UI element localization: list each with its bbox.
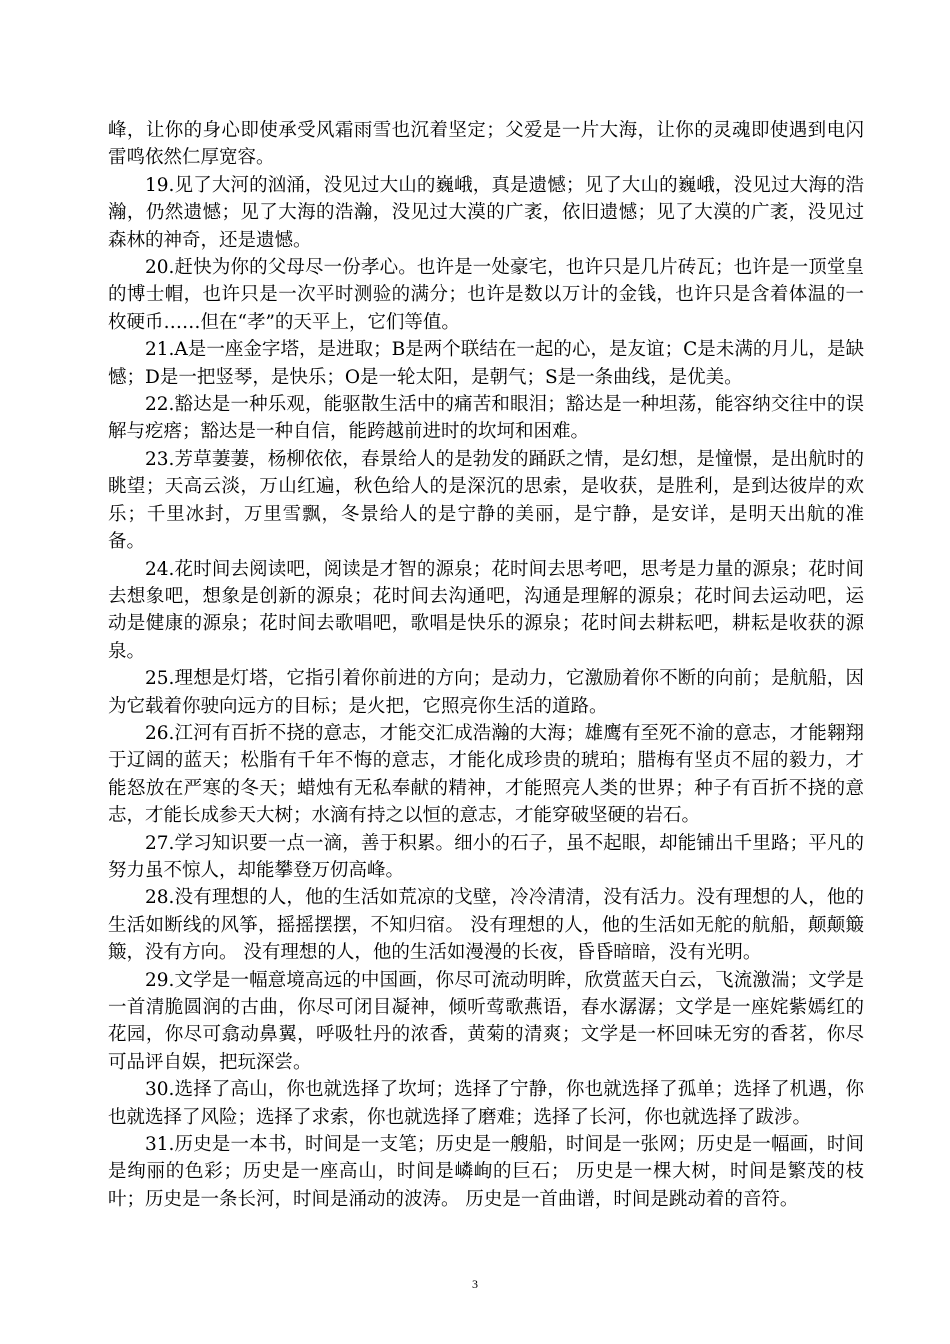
paragraph-21: 21.A是一座金字塔，是进取；B是两个联结在一起的心，是友谊；C是未满的月儿，是缺憾；D是一把竖琴，是快乐；O是一轮太阳，是朝气；S是一条曲线，是优美。: [108, 339, 864, 388]
paragraph-22: 22.豁达是一种乐观，能驱散生活中的痛苦和眼泪；豁达是一种坦荡，能容纳交往中的误解与疙瘩；豁达是一种自信，能跨越前进时的坎坷和困难。: [108, 394, 864, 443]
paragraph-19: 19.见了大河的汹涌，没见过大山的巍峨，真是遗憾；见了大山的巍峨，没见过大海的浩瀚，仍然遗憾；见了大海的浩瀚，没见过大漠的广袤，依旧遗憾；见了大漠的广袤，没见过森林的神奇，还是遗憾。: [108, 174, 864, 251]
paragraph-28: 28.没有理想的人，他的生活如荒凉的戈壁，冷冷清清，没有活力。没有理想的人，他的生活如断线的风筝，摇摇摆摆，不知归宿。 没有理想的人，他的生活如无舵的航船，颠颠簸簸，没有方向。 没有理想的人，他的生活如漫漫的长夜，昏昏暗暗，没有光明。: [108, 887, 864, 964]
paragraph-26: 26.江河有百折不挠的意志，才能交汇成浩瀚的大海；雄鹰有至死不渝的意志，才能翱翔于辽阔的蓝天；松脂有千年不悔的意志，才能化成珍贵的琥珀；腊梅有坚贞不屈的毅力，才能怒放在严寒的冬天；蜡烛有无私奉献的精神，才能照亮人类的世界；种子有百折不挠的意志，才能长成参天大树；水滴有持之以恒的意志，才能穿破坚硬的岩石。: [108, 722, 864, 827]
page-body: [108, 117, 864, 1213]
paragraph-23: 23.芳草萋萋，杨柳依依，春景给人的是勃发的踊跃之情，是幻想，是憧憬，是出航时的眺望；天高云淡，万山红遍，秋色给人的是深沉的思索，是收获，是胜利，是到达彼岸的欢乐；千里冰封，万里雪飘，冬景给人的是宁静的美丽，是宁静，是安详，是明天出航的准备。: [108, 448, 864, 553]
paragraph-29: 29.文学是一幅意境高远的中国画，你尽可流动明眸，欣赏蓝天白云，飞流激湍；文学是一首清脆圆润的古曲，你尽可闭目凝神，倾听莺歌燕语，春水潺潺；文学是一座姹紫嫣红的花园，你尽可翕动鼻翼，呼吸牡丹的浓香，黄菊的清爽；文学是一杯回味无穷的香茗，你尽可品评自娱，把玩深尝。: [108, 969, 864, 1073]
paragraph-20: 20.赶快为你的父母尽一份孝心。也许是一处豪宅，也许只是几片砖瓦；也许是一顶堂皇的博士帽，也许只是一次平时测验的满分；也许是数以万计的金钱，也许只是含着体温的一枚硬币……但在“孝”的天平上，它们等值。: [108, 257, 864, 333]
paragraph-27: 27.学习知识要一点一滴，善于积累。细小的石子，虽不起眼，却能铺出千里路；平凡的努力虽不惊人，却能攀登万仞高峰。: [108, 832, 864, 881]
paragraph-30: 30.选择了高山，你也就选择了坎坷；选择了宁静，你也就选择了孤单；选择了机遇，你也就选择了风险；选择了求索，你也就选择了磨难；选择了长河，你也就选择了跋涉。: [108, 1079, 864, 1128]
page-number: 3: [472, 1277, 478, 1291]
paragraph-31: 31.历史是一本书，时间是一支笔；历史是一艘船，时间是一张网；历史是一幅画，时间是绚丽的色彩；历史是一座高山，时间是嶙峋的巨石； 历史是一棵大树，时间是繁茂的枝叶；历史是一条长河，时间是涌动的波涛。 历史是一首曲谱，时间是跳动着的音符。: [108, 1134, 864, 1210]
paragraph-24: 24.花时间去阅读吧，阅读是才智的源泉；花时间去思考吧，思考是力量的源泉；花时间去想象吧，想象是创新的源泉；花时间去沟通吧，沟通是理解的源泉；花时间去运动吧，运动是健康的源泉；花时间去歌唱吧，歌唱是快乐的源泉；花时间去耕耘吧，耕耘是收获的源泉。: [108, 558, 864, 662]
paragraph-25: 25.理想是灯塔，它指引着你前进的方向；是动力，它激励着你不断的向前；是航船，因为它载着你驶向远方的目标；是火把，它照亮你生活的道路。: [108, 668, 864, 717]
paragraph-continuation: 峰，让你的身心即使承受风霜雨雪也沉着坚定；父爱是一片大海，让你的灵魂即使遇到电闪雷鸣依然仁厚宽容。: [108, 120, 864, 169]
